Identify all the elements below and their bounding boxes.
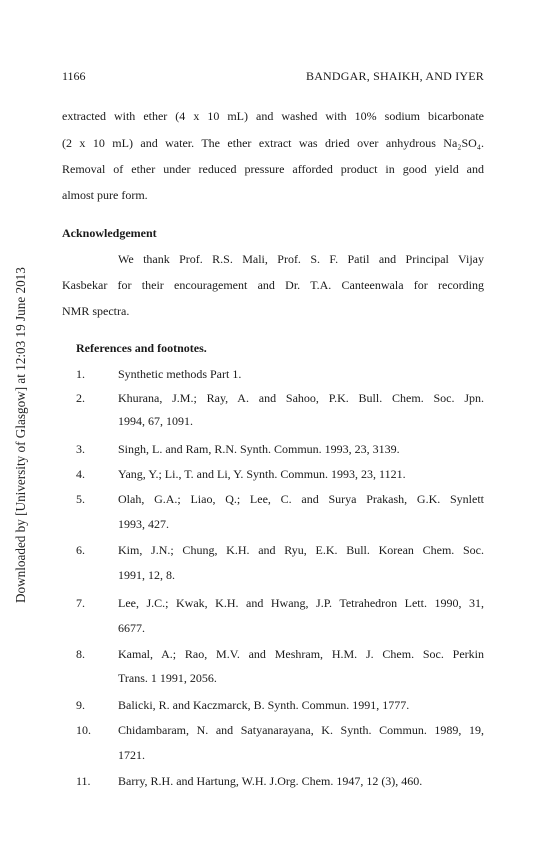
body-line: (2 x 10 mL) and water. The ether extract was dried over anhydrous Na₂SO₄. <box>62 136 484 150</box>
reference-line: Chidambaram, N. and Satyanarayana, K. Synth. Commun. 1989, 19, <box>118 723 484 737</box>
reference-number: 2. <box>76 391 85 405</box>
acknowledgement-line: We thank Prof. R.S. Mali, Prof. S. F. Patil and Principal Vijay <box>118 252 484 266</box>
reference-number: 11. <box>76 774 91 788</box>
reference-number: 3. <box>76 442 85 456</box>
reference-line: Khurana, J.M.; Ray, A. and Sahoo, P.K. Bull. Chem. Soc. Jpn. <box>118 391 484 405</box>
reference-number: 9. <box>76 698 85 712</box>
running-head: BANDGAR, SHAIKH, AND IYER <box>305 69 484 83</box>
reference-line: 1721. <box>118 748 145 762</box>
body-line: Removal of ether under reduced pressure afforded product in good yield and <box>62 162 484 176</box>
page-number: 1166 <box>62 69 86 83</box>
reference-line: 1993, 427. <box>118 517 169 531</box>
body-line: almost pure form. <box>62 188 148 202</box>
reference-line: Balicki, R. and Kaczmarck, B. Synth. Commun. 1991, 1777. <box>118 698 410 712</box>
reference-line: 6677. <box>118 621 145 635</box>
acknowledgement-heading: Acknowledgement <box>62 226 157 240</box>
reference-line: Kamal, A.; Rao, M.V. and Meshram, H.M. J. Chem. Soc. Perkin <box>118 647 484 661</box>
reference-number: 4. <box>76 467 85 481</box>
acknowledgement-line: NMR spectra. <box>62 304 130 318</box>
reference-number: 1. <box>76 367 85 381</box>
body-line: extracted with ether (4 x 10 mL) and washed with 10% sodium bicarbonate <box>62 109 484 123</box>
reference-line: Kim, J.N.; Chung, K.H. and Ryu, E.K. Bull. Korean Chem. Soc. <box>118 543 484 557</box>
reference-number: 10. <box>76 723 91 737</box>
acknowledgement-line: Kasbekar for their encouragement and Dr. T.A. Canteenwala for recording <box>62 278 484 292</box>
reference-line: Lee, J.C.; Kwak, K.H. and Hwang, J.P. Tetrahedron Lett. 1990, 31, <box>118 596 484 610</box>
reference-number: 5. <box>76 492 85 506</box>
reference-number: 6. <box>76 543 85 557</box>
reference-line: Singh, L. and Ram, R.N. Synth. Commun. 1993, 23, 3139. <box>118 442 400 456</box>
download-watermark <box>13 267 28 604</box>
reference-line: Olah, G.A.; Liao, Q.; Lee, C. and Surya Prakash, G.K. Synlett <box>118 492 484 506</box>
download-watermark-text: Downloaded by [University of Glasgow] at 12:03 19 June 2013 <box>13 267 28 603</box>
reference-line: Synthetic methods Part 1. <box>118 367 242 381</box>
reference-line: Barry, R.H. and Hartung, W.H. J.Org. Chem. 1947, 12 (3), 460. <box>118 774 423 788</box>
reference-number: 8. <box>76 647 85 661</box>
reference-line: Trans. 1 1991, 2056. <box>118 671 217 685</box>
reference-line: 1991, 12, 8. <box>118 568 175 582</box>
reference-line: Yang, Y.; Li., T. and Li, Y. Synth. Commun. 1993, 23, 1121. <box>118 467 406 481</box>
reference-number: 7. <box>76 596 85 610</box>
references-heading: References and footnotes. <box>76 341 207 355</box>
reference-line: 1994, 67, 1091. <box>118 414 193 428</box>
